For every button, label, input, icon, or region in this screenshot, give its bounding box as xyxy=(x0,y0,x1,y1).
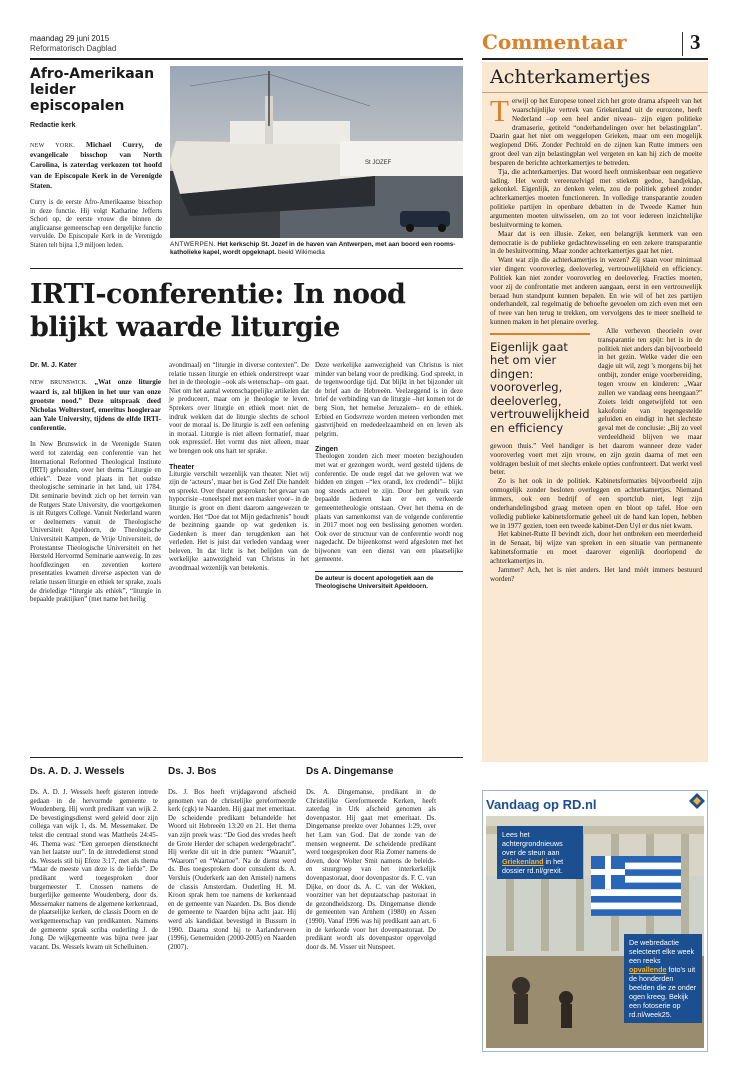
page-number: 3 xyxy=(690,30,701,54)
main-lead-para xyxy=(30,378,161,432)
caption-place: ANTWERPEN. xyxy=(170,241,216,248)
greek-flag xyxy=(591,856,681,916)
commentary-p6: Zo is het ook in de politiek. Kabinetsformaties bijvoorbeeld zijn onmogelijk zonder besloten overleggen en achterkamertjes. Niemand immers, ook een bedrijf of een sportclub niet, legt zijn onderhandelingsbod graag meteen open en bloot op tafel. Hoe een volledig publieke kabinetsformatie geheel uit de hand kan lopen, hebben we in 1977 gezien, toen een tweede kabinet-Den Uyl er dus niet kwam. xyxy=(490,477,702,530)
minister-text: Ds. A. D. J. Wessels heeft gisteren intrede gedaan in de hervormde gemeente te Woudenberg. Hij wordt predikant van wijk 2. De bevestigingsdienst werd geleid door zijn collega van wijk 1, ds. M. Messemaker. De tekst die centraal stond was Mattheüs 24:45-46. Thema was: “Een geroepen dienstknecht van het laatste uur”. In de intrededienst stond ds. Wessels stil bij Efeze 3:17, met als thema “Maar de meeste van deze is de liefde”. De predikant werd toegesproken door burgemeester T. Cnossen namens de burgerlijke gemeente Woudenberg, door ds. Messemaker namens de algemene kerkenraad, de plaatselijke kerken, de classis Doorn en de werkgemeenschap van predikanten. Namens de gemeente sprak scriba ouderling J. de Jong. De wijkgemeente was bijna twee jaar vacant. Ds. Wessels kwam uit Schelluinen. xyxy=(30,789,158,951)
commentary-p5: Alle verheven theorieën over transparantie ten spijt: het is in de politiek niet anders dan bijvoorbeeld in het gezin. Welke vader die een dagje uit wil, zegt 's morgens bij het ontbijt, zonder enige voorbereiding, tegen vrouw en kinderen: „Waar zullen we vandaag eens heengaan?” Zoiets leidt ongetwijfeld tot een kakofonie van tegengestelde geluiden en eindigt in het slechtste geval met de conclusie: „Bij zo veel verdeeldheid blijven we maar gewoon thuis.” Veel handiger is het daarom wanneer deze vader vooroverleg voert met zijn vrouw, en zijn gezin daarna of met een voldragen besluit of met slechts enkele opties confronteert. Dat werkt veel beter. xyxy=(490,326,703,477)
minister-dingemanse xyxy=(306,766,436,952)
caption-text: Het kerkschip St. Jozef in de haven van Antwerpen, met aan boord een rooms-katholieke kapel, wordt opgeknapt. xyxy=(170,241,456,256)
commentary-p2: Tja, die achterkamertjes. Dat woord heeft onmiskenbaar een negatieve lading. Het wordt vereenzelvigd met stiekem gedoe, handjeklap, gekonkel. Eigenlijk, zo denken velen, zou de politiek geheel zonder achterkamertjes moeten functioneren. In volledige transparantie zouden politieke partijen in openbare debatten in de Tweede Kamer hun argumenten moeten uitwisselen, om zo tot voor iedereen inzichtelijke besluitvorming te komen. xyxy=(490,167,702,229)
commentary-p1-text: erwijl op het Europese toneel zich het grote drama afspeelt van het waarschijnlijke vertrek van Griekenland uit de eurozone, heeft Nederland –op een heel ander niveau– zijn eigen politieke dramaserie, getiteld “onderhandelingen over het belastingplan”. Daarin gaat het niet om weggelopen Grieken, maar om een mogelijk weglopend D66. Zonder Pechtold en de zijnen kan Rutte immers een groot deel van zijn belastingplan wel vergeten en kan hij zich de moeite besparen de berichte achterkamertjes te betreden. xyxy=(490,97,702,167)
minister-name: Ds. A. D. J. Wessels xyxy=(30,766,125,777)
promo-box-1-post: in het dossier rd.nl/grexit. xyxy=(502,857,564,875)
drop-cap: T xyxy=(490,93,509,128)
paper-name: Reformatorisch Dagblad xyxy=(30,44,117,53)
ship-name-text: St JOZEF xyxy=(365,160,392,166)
promo-box-2-post: foto's uit de honderden beelden die ze onder ogen kreeg. Bekijk een fotoserie op rd.nl/week25. xyxy=(629,965,697,1019)
pullquote-text: Eigenlijk gaat het om vier dingen: vooroverleg, deeloverleg, vertrouwelijkheid en efficiency xyxy=(490,339,590,435)
section-title: Commentaar xyxy=(482,30,627,54)
main-col2b-body: Liturgie verschilt wezenlijk van theater. Niet wij zijn de ‘acteurs’, maar het is God Zelf Die handelt en spreekt. Over theater gesproken: het gevaar van hypocrisie –toneelspel met een masker voor– in de liturgie is groot en dient daarom aangewezen te worden. Het “Doe dat tot Mijn gedachtenis” houdt de bezinning gaande op wat gedenken is. Gedenken is meer dan terugdenken aan het verleden. Het is juist dat verleden vandaag weer beleven. In dat licht is het belijden van de werkelijke aanwezigheid van Christus in het avondmaal wezenlijk van betekenis. xyxy=(169,470,309,573)
commentary-p1 xyxy=(490,93,702,168)
commentary-p4: Want wat zijn die achterkamertjes in wezen? Zij staan voor minimaal vier dingen: vooroverleg, deeloverleg, vertrouwelijkheid en efficiency. Politiek kan niet zonder vooroverleg en deeloverleg. Fracties moeten, voor zij de confrontatie met anderen aangaan, eerst in een vertrouwelijk beraad hun standpunt kunnen bepalen. En wie wil of het zes partijen onderhandelt, zal regelmatig de behoefte gevoelen om zich even met een of twee van hen terug te trekken, om vervolgens des te meer snelheid te kunnen maken in het plenaire overleg. xyxy=(490,256,702,327)
top-body: Curry is de eerste Afro-Amerikaanse bisschop in deze functie. Hij volgt Katharine Jefferts Schori op, de eerste vrouw die binnen de anglicaanse gemeenschap een dergelijke functie vervulde. De Episcopale Kerk in de Verenigde Staten telt bijna 1,9 miljoen leden. xyxy=(30,199,162,249)
main-byline: Dr. M. J. Kater xyxy=(30,362,77,369)
main-lead: „Wat onze liturgie waard is, zal blijken in het uur van onze grootste nood.” Deze uitspraak deed Nicholas Wolterstorf, emeritus hoogleraar aan Yale University, tijdens de elfde IRTI-conferentie. xyxy=(30,378,162,432)
commentary-p8: Jammer? Ach, het is niet anders. Het land móét immers bestuurd worden? xyxy=(490,565,702,583)
top-article xyxy=(30,66,162,251)
masthead-left xyxy=(30,34,190,54)
top-lead: Michael Curry, de evangelicale bisschop van North Carolina, is zaterdag verkozen tot hoofd van de Episcopale Kerk in de Verenigde Staten. xyxy=(30,140,162,190)
main-col3-body: Deze werkelijke aanwezigheid van Christus is niet minder van belang voor de prediking. God spreekt, in de tegenwoordige tijd. Dat blijkt in het bijzonder uit de brief aan de Hebreeën. Veelzeggend is in deze brief de verbinding van de liturgie –het komen tot de berg Sion, het hemelse Jeruzalem– en de ethiek. Erbied en Godsvreze worden meteen verbonden met gastvrijheid en mededeelzaamheid en en leven als pelgrim. xyxy=(315,362,463,438)
promo-box-2-pre: De webredactie selecteert elke week een reeks xyxy=(629,938,695,965)
promo-box-1-text xyxy=(502,830,578,875)
author-note: De auteur is docent apologetiek aan de Theologische Universiteit Apeldoorn. xyxy=(315,575,434,591)
main-headline: IRTI-conferentie: In nood blijkt waarde liturgie xyxy=(30,279,406,343)
promo-title: Vandaag op RD.nl xyxy=(486,797,597,812)
pullquote xyxy=(490,333,590,436)
subhead-zingen: Zingen xyxy=(315,446,338,454)
promo-box-2-text xyxy=(629,938,697,1019)
opvallende-link[interactable]: opvallende xyxy=(629,965,667,974)
top-headline: Afro-Amerikaan leider episcopalen xyxy=(30,66,155,114)
promo-box-2 xyxy=(624,934,702,1023)
minister-bos xyxy=(168,766,296,952)
main-col2-body: avondmaal) en “liturgie in diverse contexten”. De relatie tussen liturgie en ethiek onderstreept waar het in de theologie –ook als wetenschap– om gaat. Niet om het aantal wetenschappelijke artikelen dat je produceert, maar om je theologie te leven. Sprekers over liturgie en ethiek moet niet de indruk wekken dat de liturgie slechts de school voor de moraal is. De liturgie is zelf een oefening in moraal. Liturgie is niet alleen formatief, maar ook expressief. Het vormt dus niet alleen, maar we brengen ook ons hart ter sprake. xyxy=(169,362,309,455)
main-col-3 xyxy=(315,362,463,591)
main-dateline: NEW BRUNSWICK. xyxy=(30,380,88,386)
commentary-title: Achterkamertjes xyxy=(490,66,651,88)
main-col-2 xyxy=(169,362,309,574)
commentary-p7: Het kabinet-Rutte II bevindt zich, door het ontbreken een meerderheid in de Senaat, bij wijze van spreken in een situatie van permanente kabinetsformatie en moet daarover eigenlijk doorlopend de achterkamertjes in. xyxy=(490,530,702,565)
minister-wessels xyxy=(30,766,158,952)
minister-name: Ds. J. Bos xyxy=(168,766,217,777)
issue-date: maandag 29 juni 2015 xyxy=(30,34,110,43)
griekenland-link[interactable]: Griekenland xyxy=(502,857,544,866)
main-col3b-body: Theologen zouden zich meer moeten bezighouden met wat er gezongen wordt, werd gesteld tijdens de conferentie. De oude regel dat we geloven wat we bidden en zingen –“lex orandi, lex credendi”– blijkt nog steeds actueel te zijn. Door het gebruik van bepaalde liederen kan er een verkeerde gemeentetheologie ontstaan. Over het thema en de plaats van samenkomst van de volgende conferentie in 2017 moet nog een beslissing genomen worden. Ook over de structuur van de conferentie wordt nog nagedacht. De bijeenkomst werd afgesloten met het bijwonen van een dienst van een plaatselijke gemeente. xyxy=(315,453,463,564)
minister-text: Ds. A. Dingemanse, predikant in de Christelijke Gereformeerde Kerken, heeft zaterdag in Urk afscheid genomen als dovenpastor. Hij gaat met emeritaat. Ds. Dingemanse preekte over Johannes 1:29, over het Lam van God. Dat de zonde van de mensen wegneemt. De scheidende predikant werd toegesproken door Ria Zomer namens de doven, door Wolter Smit namens de beleids- en stuurgroep van het interkerkelijk dovenpastoraat, door dovenpastor ds. F. C. van Dijke, en door ds. A. C. van der Wekken, voorzitter van het deputaatschap pastoraat in de gezondheidszorg. Ds. Dingemanse diende de gemeenten van Arnhem (1980) en Assen (1990). Vanaf 1996 was hij predikant aan art. 6 in de kerkorde voor het dovenpastoraat. De predikant wordt als dovenpastor opgevolgd door ds. M. Visser uit Nunspeet. xyxy=(306,789,436,951)
caption-credit: beeld Wikimedia xyxy=(277,249,325,256)
commentary-p3: Maar dat is een illusie. Zeker, een belangrijk kenmerk van een democratie is de publieke gedachtewisseling en een zekere transparantie in de besluitvorming. Maar zonder achterkamertjes gaat het niet. xyxy=(490,229,702,256)
promo-box-1-pre: Lees het achtergrondnieuws over de steun aan xyxy=(502,830,563,857)
minister-text: Ds. J. Bos heeft vrijdagavond afscheid genomen van de christelijke gereformeerde kerk (cgk) te Naarden. Hij gaat met emeritaat. De scheidende predikant behandelde het Woord uit Hebreeën 13:20 en 21. Het thema van zijn preek was: “De God des vredes heeft de Grote Herder der schapen wedergebracht”. Hij werkte dit uit in drie punten: “Waaruit”, “Waarom” en “Waartoe”. Na de dienst werd ds. Bos toegesproken door consulent ds. A. Versluis (Ouderkerk aan den Amstel) namens de classis Amsterdam. Ouderling H. M. Kroon sprak hem toe namens de kerkenraad en de gemeente van Naarden. Ds. Bos diende de gemeente te Naarden bijna acht jaar. Hij werd als kandidaat bevestigd in Bussum in 1990. Daarna stond hij te Aarlanderveen (1996), Genemuiden (2000-2005) en Naarden (2007). xyxy=(168,789,296,951)
top-lead-para xyxy=(30,140,162,191)
minister-name: Ds A. Dingemanse xyxy=(306,766,394,777)
subhead-theater: Theater xyxy=(169,463,195,471)
main-col1-body: In New Brunswick in de Verenigde Staten werd tot zaterdag een conferentie van het International Reformed Theological Institute (IRTI) gehouden, over het thema “Liturgie en ethiek”. Deze vond plaats in het oudste theologische seminarie in het land, uit 1784. Dit seminarie bevindt zich op het terrein van de Rutgers State University, die voortgekomen is uit Rutgers College. Vanuit Nederland waren er deelnemers vanuit de Theologische Universiteit Apeldoorn, de Theologische Universiteit Kampen, de Vrije Universiteit, de Protestantse Theologische Universiteit en het Hersteld Hervormd Seminarie aanwezig. In zes hoofdlezingen en zeventien kortere presentaties kwamen diverse aspecten van de relatie tussen liturgie en ethiek ter sprake, zoals de drieledige “liturgie als ethiek”, “liturgie in bepaalde praktijken” (met name het heilig xyxy=(30,441,161,604)
rd-logo-icon xyxy=(688,792,706,810)
commentary-body xyxy=(490,93,703,583)
top-byline: Redactie kerk xyxy=(30,122,76,129)
photo-caption xyxy=(170,241,463,257)
main-col-1 xyxy=(30,378,161,605)
top-dateline: NEW YORK. xyxy=(30,143,76,149)
promo-box-1 xyxy=(497,826,583,879)
ship-photo xyxy=(170,66,463,238)
